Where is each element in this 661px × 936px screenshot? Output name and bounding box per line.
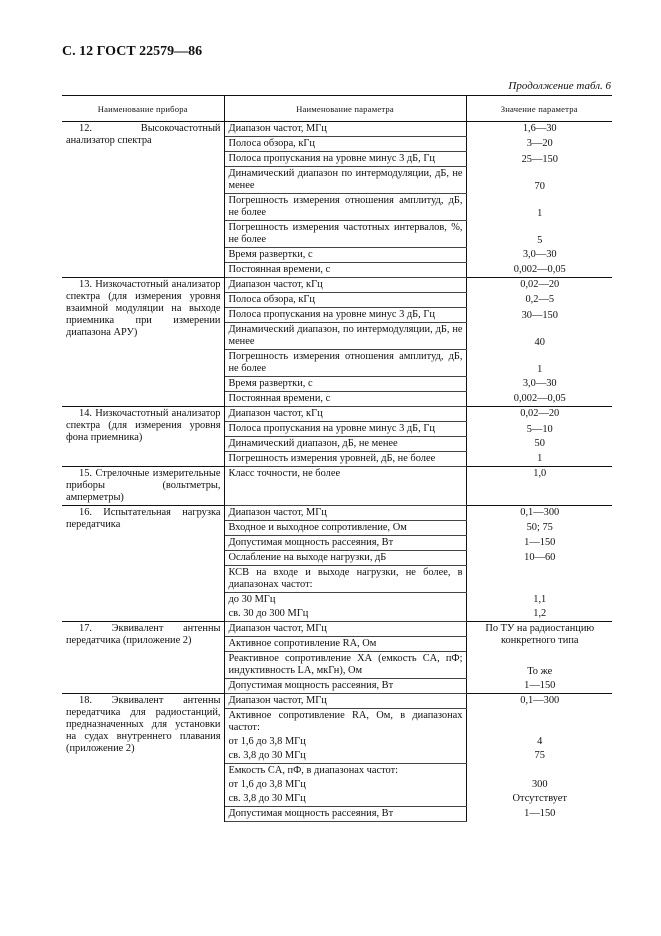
parameter-value: 40 <box>466 323 612 350</box>
device-name-cell <box>62 506 224 622</box>
table-row <box>62 407 612 422</box>
parameter-cell <box>224 122 466 137</box>
parameter-value: 4 <box>466 735 612 749</box>
parameter-value: 50 <box>466 437 612 452</box>
parameter-name: Полоса пропускания на уровне минус 3 дБ, Гц <box>228 153 435 164</box>
parameter-name: Погрешность измерения отношения амплитуд, дБ, не более <box>228 195 463 218</box>
parameter-name: св. 3,8 до 30 МГц <box>228 750 306 761</box>
table-header-row <box>62 96 612 122</box>
parameter-cell <box>224 652 466 679</box>
parameter-name: св. 30 до 300 МГц <box>228 608 309 619</box>
parameter-name: Постоянная времени, с <box>228 264 331 275</box>
parameter-value: 1 <box>466 194 612 221</box>
device-name: 14. Низкочастотный анализатор спектра (для измерения уровня фона приемника) <box>66 408 221 443</box>
parameter-cell <box>224 407 466 422</box>
parameter-name: Входное и выходное сопротивление, Ом <box>228 522 407 533</box>
parameter-cell <box>224 194 466 221</box>
parameter-name: Ослабление на выходе нагрузки, дБ <box>228 552 387 563</box>
parameter-value <box>466 709 612 736</box>
parameter-cell <box>224 263 466 278</box>
parameter-cell <box>224 593 466 608</box>
parameter-name: Динамический диапазон, по интермодуляции, дБ, не менее <box>228 324 463 347</box>
table-row <box>62 278 612 293</box>
parameter-name: Диапазон частот, МГц <box>228 507 327 518</box>
parameter-cell <box>224 506 466 521</box>
parameter-name: Погрешность измерения частотных интервалов, %, не более <box>228 222 463 245</box>
parameter-cell <box>224 422 466 437</box>
device-name: 13. Низкочастотный анализатор спектра (для измерения уровня взаимной модуляции на выходе приемника при измерении диапазона АРУ) <box>66 279 221 338</box>
parameter-cell <box>224 323 466 350</box>
parameter-name: Емкость CА, пФ, в диапазонах частот: <box>228 765 399 776</box>
device-name: 16. Испытательная нагрузка передатчика <box>66 507 221 530</box>
parameter-name: Погрешность измерения уровней, дБ, не более <box>228 453 436 464</box>
parameter-cell <box>224 778 466 792</box>
parameter-value: 10—60 <box>466 551 612 566</box>
parameter-name: Активное сопротивление RА, Ом <box>228 638 377 649</box>
parameter-value: 300 <box>466 778 612 792</box>
parameter-value: 0,1—300 <box>466 506 612 521</box>
parameter-value <box>466 764 612 779</box>
parameter-value: 50; 75 <box>466 521 612 536</box>
parameter-value: По ТУ на радиостанцию конкретного типа <box>466 622 612 652</box>
parameter-name: Время развертки, с <box>228 378 313 389</box>
parameter-cell <box>224 694 466 709</box>
parameter-name: Время развертки, с <box>228 249 313 260</box>
parameter-value: 1,2 <box>466 607 612 622</box>
parameter-value: 3,0—30 <box>466 377 612 392</box>
parameter-cell <box>224 278 466 293</box>
parameter-name: Диапазон частот, МГц <box>228 623 327 634</box>
parameter-name: св. 3,8 до 30 МГц <box>228 793 306 804</box>
device-name: 17. Эквивалент антенны передатчика (приложение 2) <box>66 623 221 646</box>
device-name-cell <box>62 278 224 407</box>
parameter-value: Отсутствует <box>466 792 612 807</box>
parameter-name: Динамический диапазон, дБ, не менее <box>228 438 398 449</box>
parameter-cell <box>224 137 466 152</box>
parameter-cell <box>224 152 466 167</box>
parameter-cell <box>224 248 466 263</box>
parameter-name: Активное сопротивление RА, Ом, в диапазонах частот: <box>228 710 463 733</box>
parameter-name: Полоса обзора, кГц <box>228 294 315 305</box>
parameter-value: 1 <box>466 452 612 467</box>
parameter-value: 0,02—20 <box>466 278 612 293</box>
device-name: 15. Стрелочные измерительные приборы (вольтметры, амперметры) <box>66 468 221 503</box>
parameter-cell <box>224 452 466 467</box>
parameter-value: 1,6—30 <box>466 122 612 137</box>
parameter-value: 1 <box>466 350 612 377</box>
parameter-name: от 1,6 до 3,8 МГц <box>228 779 306 790</box>
column-header-device: Наименование прибора <box>62 96 224 122</box>
parameter-cell <box>224 709 466 736</box>
parameter-name: Допустимая мощность рассеяния, Вт <box>228 680 394 691</box>
parameter-value: 1—150 <box>466 679 612 694</box>
device-name-cell <box>62 694 224 822</box>
parameter-value: 1—150 <box>466 536 612 551</box>
parameter-cell <box>224 607 466 622</box>
parameter-cell <box>224 807 466 822</box>
parameter-cell <box>224 221 466 248</box>
parameter-name: Диапазон частот, МГц <box>228 695 327 706</box>
device-name-cell <box>62 467 224 506</box>
parameter-name: до 30 МГц <box>228 594 276 605</box>
parameter-name: Диапазон частот, МГц <box>228 123 327 134</box>
table-row <box>62 694 612 709</box>
parameter-cell <box>224 551 466 566</box>
parameter-value: 30—150 <box>466 308 612 323</box>
parameter-cell <box>224 637 466 652</box>
parameter-name: КСВ на входе и выходе нагрузки, не более, в диапазонах частот: <box>228 567 463 590</box>
parameter-value: 0,02—20 <box>466 407 612 422</box>
parameter-name: Реактивное сопротивление XА (емкость CА, пФ; индуктивность LА, мкГн), Ом <box>228 653 463 676</box>
parameter-cell <box>224 764 466 779</box>
parameter-cell <box>224 293 466 308</box>
parameter-name: Полоса пропускания на уровне минус 3 дБ, Гц <box>228 423 435 434</box>
parameter-cell <box>224 167 466 194</box>
parameter-value: 0,1—300 <box>466 694 612 709</box>
parameter-cell <box>224 437 466 452</box>
parameter-value: 5—10 <box>466 422 612 437</box>
parameter-value: 25—150 <box>466 152 612 167</box>
column-header-value: Значение параметра <box>466 96 612 122</box>
parameter-value: 75 <box>466 749 612 764</box>
parameter-cell <box>224 566 466 593</box>
device-name-cell <box>62 122 224 278</box>
parameter-value: 1—150 <box>466 807 612 822</box>
parameter-cell <box>224 350 466 377</box>
parameter-value: 5 <box>466 221 612 248</box>
parameter-cell <box>224 792 466 807</box>
parameter-name: Допустимая мощность рассеяния, Вт <box>228 537 394 548</box>
table-row <box>62 506 612 521</box>
parameter-name: Диапазон частот, кГц <box>228 408 323 419</box>
parameter-value: 0,002—0,05 <box>466 263 612 278</box>
parameter-value: 0,2—5 <box>466 293 612 308</box>
device-name: 18. Эквивалент антенны передатчика для радиостанций, предназначенных для установки на судах внутреннего плавания (приложение 2) <box>66 695 221 754</box>
table-row <box>62 467 612 506</box>
parameter-name: Класс точности, не более <box>228 468 341 479</box>
parameter-cell <box>224 392 466 407</box>
parameter-name: Динамический диапазон по интермодуляции, дБ, не менее <box>228 168 463 191</box>
parameter-cell <box>224 377 466 392</box>
parameter-cell <box>224 749 466 764</box>
parameter-value: 3,0—30 <box>466 248 612 263</box>
parameter-value: 0,002—0,05 <box>466 392 612 407</box>
parameter-name: Погрешность измерения отношения амплитуд, дБ, не более <box>228 351 463 374</box>
parameter-cell <box>224 308 466 323</box>
parameter-value: То же <box>466 652 612 679</box>
parameter-cell <box>224 467 466 506</box>
parameter-cell <box>224 521 466 536</box>
table-body <box>62 122 612 822</box>
parameter-name: Диапазон частот, кГц <box>228 279 323 290</box>
page-title: С. 12 ГОСТ 22579—86 <box>62 44 203 59</box>
parameter-value: 70 <box>466 167 612 194</box>
parameter-value: 1,0 <box>466 467 612 506</box>
parameter-cell <box>224 679 466 694</box>
parameter-cell <box>224 536 466 551</box>
parameter-cell <box>224 622 466 637</box>
parameter-name: Полоса пропускания на уровне минус 3 дБ, Гц <box>228 309 435 320</box>
device-name: 12. Высокочастотный анализатор спектра <box>66 123 221 146</box>
parameter-name: от 1,6 до 3,8 МГц <box>228 736 306 747</box>
parameter-value: 3—20 <box>466 137 612 152</box>
parameter-value <box>466 566 612 593</box>
parameter-cell <box>224 735 466 749</box>
device-name-cell <box>62 622 224 694</box>
parameter-value: 1,1 <box>466 593 612 608</box>
device-name-cell <box>62 407 224 467</box>
parameter-name: Полоса обзора, кГц <box>228 138 315 149</box>
parameter-name: Допустимая мощность рассеяния, Вт <box>228 808 394 819</box>
table-continuation-label: Продолжение табл. 6 <box>508 80 611 92</box>
column-header-parameter: Наименование параметра <box>224 96 466 122</box>
table-row <box>62 622 612 637</box>
table-row <box>62 122 612 137</box>
parameters-table <box>62 95 612 822</box>
parameter-name: Постоянная времени, с <box>228 393 331 404</box>
